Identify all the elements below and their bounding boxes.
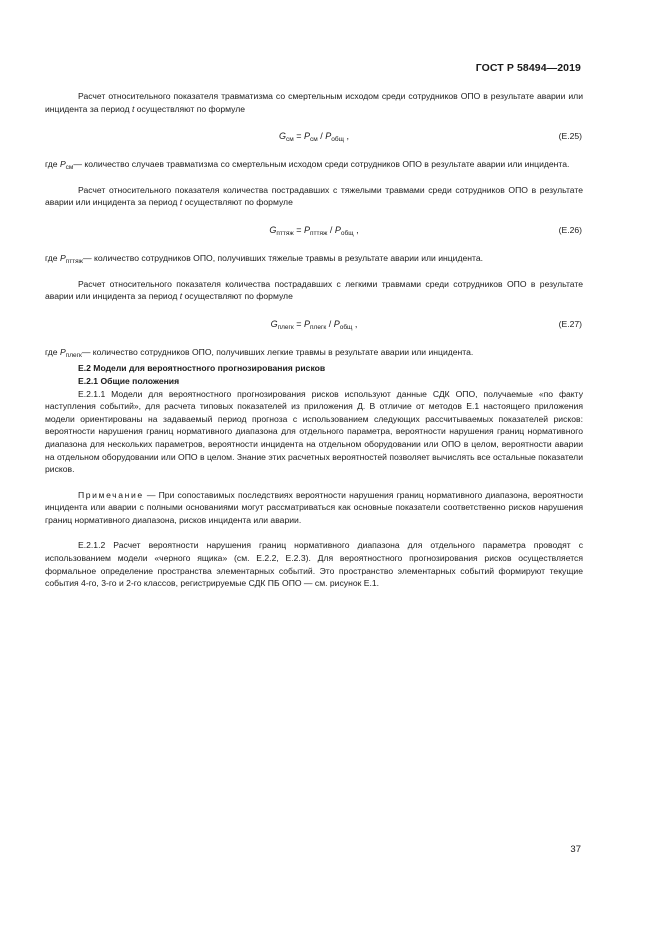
formula-expression: $G_{см} = P_{см} / P_{общ}$ , xyxy=(279,131,349,144)
formula-number: (Е.27) xyxy=(558,318,582,329)
formula-number: (Е.25) xyxy=(558,131,582,142)
paragraph-e211: Е.2.1.1 Модели для вероятностного прогнозирования рисков используют данные СДК ОПО, получаемые «по факту наступления событий», для расчета типовых показателей из приложения Д. В отличие от методов Е.1 настоящего приложения модели ориентированы на задаваемый период прогноза с использованием следующих рассчитываемых показателей рисков: вероятности нарушения границ нормативного диапазона для отдельного параметра, вероятности нарушения границ нормативного диапазона для нескольких параметров, вероятности инцидента на отдельном оборудовании или ОПО в целом, вероятности аварии на отдельном оборудовании или ОПО в целом. Знание этих расчетных вероятностей позволяет вычислять все остальные показатели рисков. xyxy=(45,388,583,475)
where-text: — количество сотрудников ОПО, получивших легкие травмы в результате аварии или инцидента. xyxy=(81,346,474,357)
standard-header: ГОСТ Р 58494—2019 xyxy=(475,62,581,74)
note-text: — При сопоставимых последствиях вероятности нарушения границ нормативного диапазона, вероятности инцидента или аварии с полными основаниями могут рассматриваться как основные показатели соответственно рисков нарушения границ нормативного диапазона, рисков инцидента или аварии. xyxy=(45,489,583,525)
section-heading-e2: Е.2 Модели для вероятностного прогнозирования рисков xyxy=(78,363,326,374)
paragraph-formula-e26-intro: Расчет относительного показателя количества пострадавших с тяжелыми травмами среди сотрудников ОПО в результате аварии или инцидента за период t осуществляют по формуле xyxy=(45,184,583,208)
formula-e27 xyxy=(45,318,583,332)
section-heading-e21: Е.2.1 Общие положения xyxy=(78,375,180,386)
formula-expression: $G_{пттяж} = P_{пттяж} / P_{общ}$ , xyxy=(269,224,359,237)
where-label: где $P_{плегк}$ xyxy=(45,346,82,359)
formula-e26 xyxy=(45,224,583,238)
where-label: где $P_{см}$ xyxy=(45,159,74,172)
note-label: Примечание xyxy=(78,489,144,500)
formula-number: (Е.26) xyxy=(558,224,582,235)
where-text: — количество сотрудников ОПО, получивших тяжелые травмы в результате аварии или инцидента. xyxy=(83,252,484,263)
note-paragraph xyxy=(45,489,583,527)
page-number: 37 xyxy=(570,844,581,855)
where-text: — количество случаев травматизма со смертельным исходом среди сотрудников ОПО в результате аварии или инцидента. xyxy=(73,159,570,170)
where-definition-e27 xyxy=(45,346,583,359)
paragraph-formula-e25-intro: Расчет относительного показателя травматизма со смертельным исходом среди сотрудников ОПО в результате аварии или инцидента за период t осуществляют по формуле xyxy=(45,91,583,114)
formula-e25 xyxy=(45,130,583,144)
formula-expression: $G_{плегк} = P_{плегк} / P_{общ}$ , xyxy=(270,318,358,331)
paragraph-formula-e27-intro: Расчет относительного показателя количества пострадавших с легкими травмами среди сотрудников ОПО в результате аварии или инцидента за период t осуществляют по формуле xyxy=(45,278,583,302)
document-body xyxy=(45,90,583,590)
where-definition-e25 xyxy=(45,158,583,171)
where-definition-e26 xyxy=(45,252,583,265)
paragraph-e212: Е.2.1.2 Расчет вероятности нарушения границ нормативного диапазона для отдельного параметра проводят с использованием модели «черного ящика» (см. Е.2.2, Е.2.3). Для вероятностного прогнозирования рисков осуществляется формальное определение пространства элементарных событий. Это пространство элементарных событий формируют текущие события 4-го, 3-го и 2-го классов, регистрируемые СДК ПБ ОПО — см. рисунок Е.1. xyxy=(45,540,583,589)
where-label: где $P_{пттяж}$ xyxy=(45,252,84,265)
